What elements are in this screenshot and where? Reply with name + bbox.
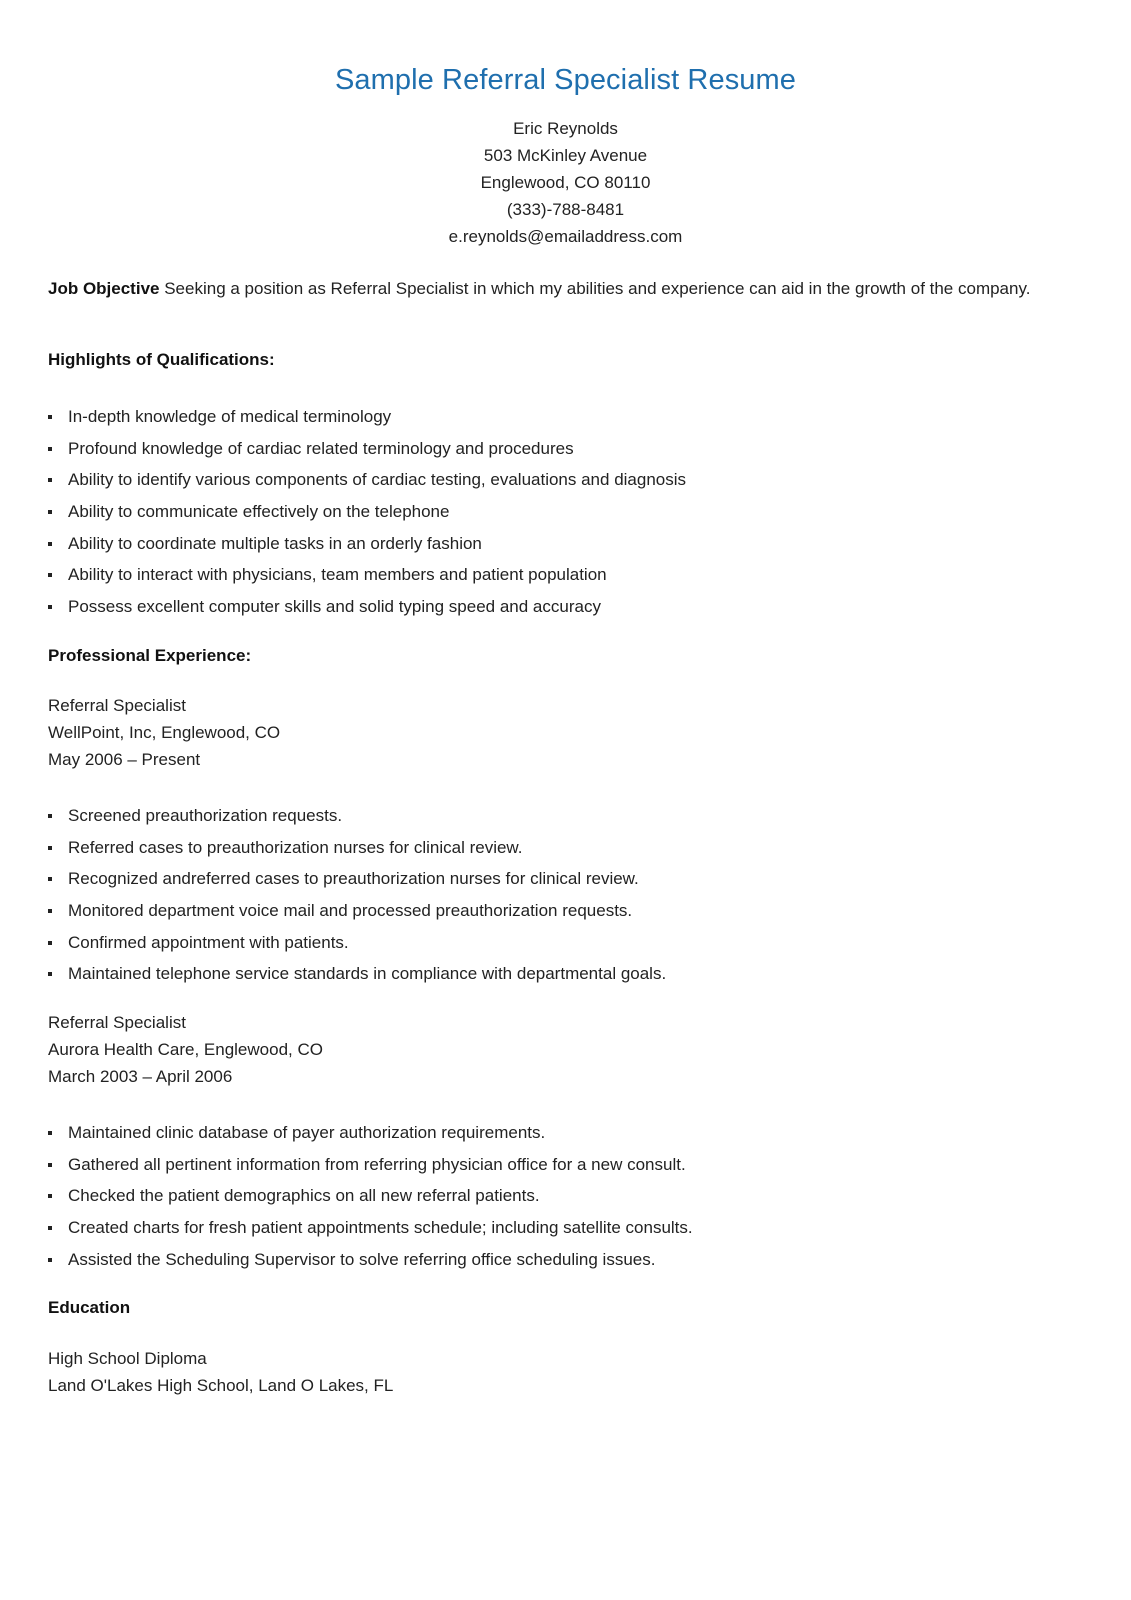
job-company: Aurora Health Care, Englewood, CO	[48, 1040, 323, 1059]
contact-name: Eric Reynolds	[513, 119, 618, 138]
list-item: Profound knowledge of cardiac related terminology and procedures	[48, 438, 686, 470]
list-item: Checked the patient demographics on all new referral patients.	[48, 1185, 693, 1217]
job-dates: May 2006 – Present	[48, 750, 201, 769]
list-item: Referred cases to preauthorization nurses for clinical review.	[48, 837, 666, 869]
list-item: Ability to interact with physicians, team members and patient population	[48, 564, 686, 596]
list-item: In-depth knowledge of medical terminology	[48, 406, 686, 438]
objective-text: Seeking a position as Referral Specialist in which my abilities and experience can aid in the growth of the company.	[164, 279, 1031, 298]
contact-phone: (333)-788-8481	[506, 200, 625, 219]
highlights-list	[48, 406, 686, 628]
job-title: Referral Specialist	[48, 696, 186, 715]
education-school: Land O'Lakes High School, Land O Lakes, FL	[48, 1376, 394, 1395]
job-2-duties	[48, 1122, 693, 1280]
contact-city: Englewood, CO 80110	[480, 173, 651, 192]
list-item: Ability to coordinate multiple tasks in an orderly fashion	[48, 533, 686, 565]
list-item: Maintained telephone service standards in compliance with departmental goals.	[48, 963, 666, 995]
job-2-header	[48, 1009, 323, 1090]
contact-block	[0, 115, 1131, 250]
contact-email: e.reynolds@emailaddress.com	[448, 227, 683, 246]
highlights-heading: Highlights of Qualifications:	[48, 350, 275, 369]
list-item: Gathered all pertinent information from referring physician office for a new consult.	[48, 1154, 693, 1186]
list-item: Monitored department voice mail and processed preauthorization requests.	[48, 900, 666, 932]
list-item: Ability to communicate effectively on the telephone	[48, 501, 686, 533]
contact-street: 503 McKinley Avenue	[483, 146, 648, 165]
list-item: Assisted the Scheduling Supervisor to solve referring office scheduling issues.	[48, 1249, 693, 1281]
page-title: Sample Referral Specialist Resume	[334, 64, 797, 96]
job-company: WellPoint, Inc, Englewood, CO	[48, 723, 281, 742]
job-dates: March 2003 – April 2006	[48, 1067, 233, 1086]
job-1-header	[48, 692, 280, 773]
objective-label: Job Objective	[48, 279, 160, 298]
list-item: Maintained clinic database of payer authorization requirements.	[48, 1122, 693, 1154]
list-item: Confirmed appointment with patients.	[48, 932, 666, 964]
list-item: Created charts for fresh patient appointments schedule; including satellite consults.	[48, 1217, 693, 1249]
list-item: Possess excellent computer skills and solid typing speed and accuracy	[48, 596, 686, 628]
education-heading: Education	[48, 1298, 131, 1317]
experience-heading: Professional Experience:	[48, 646, 252, 665]
job-title: Referral Specialist	[48, 1013, 186, 1032]
list-item: Screened preauthorization requests.	[48, 805, 666, 837]
education-degree: High School Diploma	[48, 1349, 207, 1368]
list-item: Recognized andreferred cases to preauthorization nurses for clinical review.	[48, 868, 666, 900]
job-objective	[48, 275, 1058, 303]
education-block	[48, 1345, 393, 1399]
job-1-duties	[48, 805, 666, 995]
list-item: Ability to identify various components of cardiac testing, evaluations and diagnosis	[48, 469, 686, 501]
